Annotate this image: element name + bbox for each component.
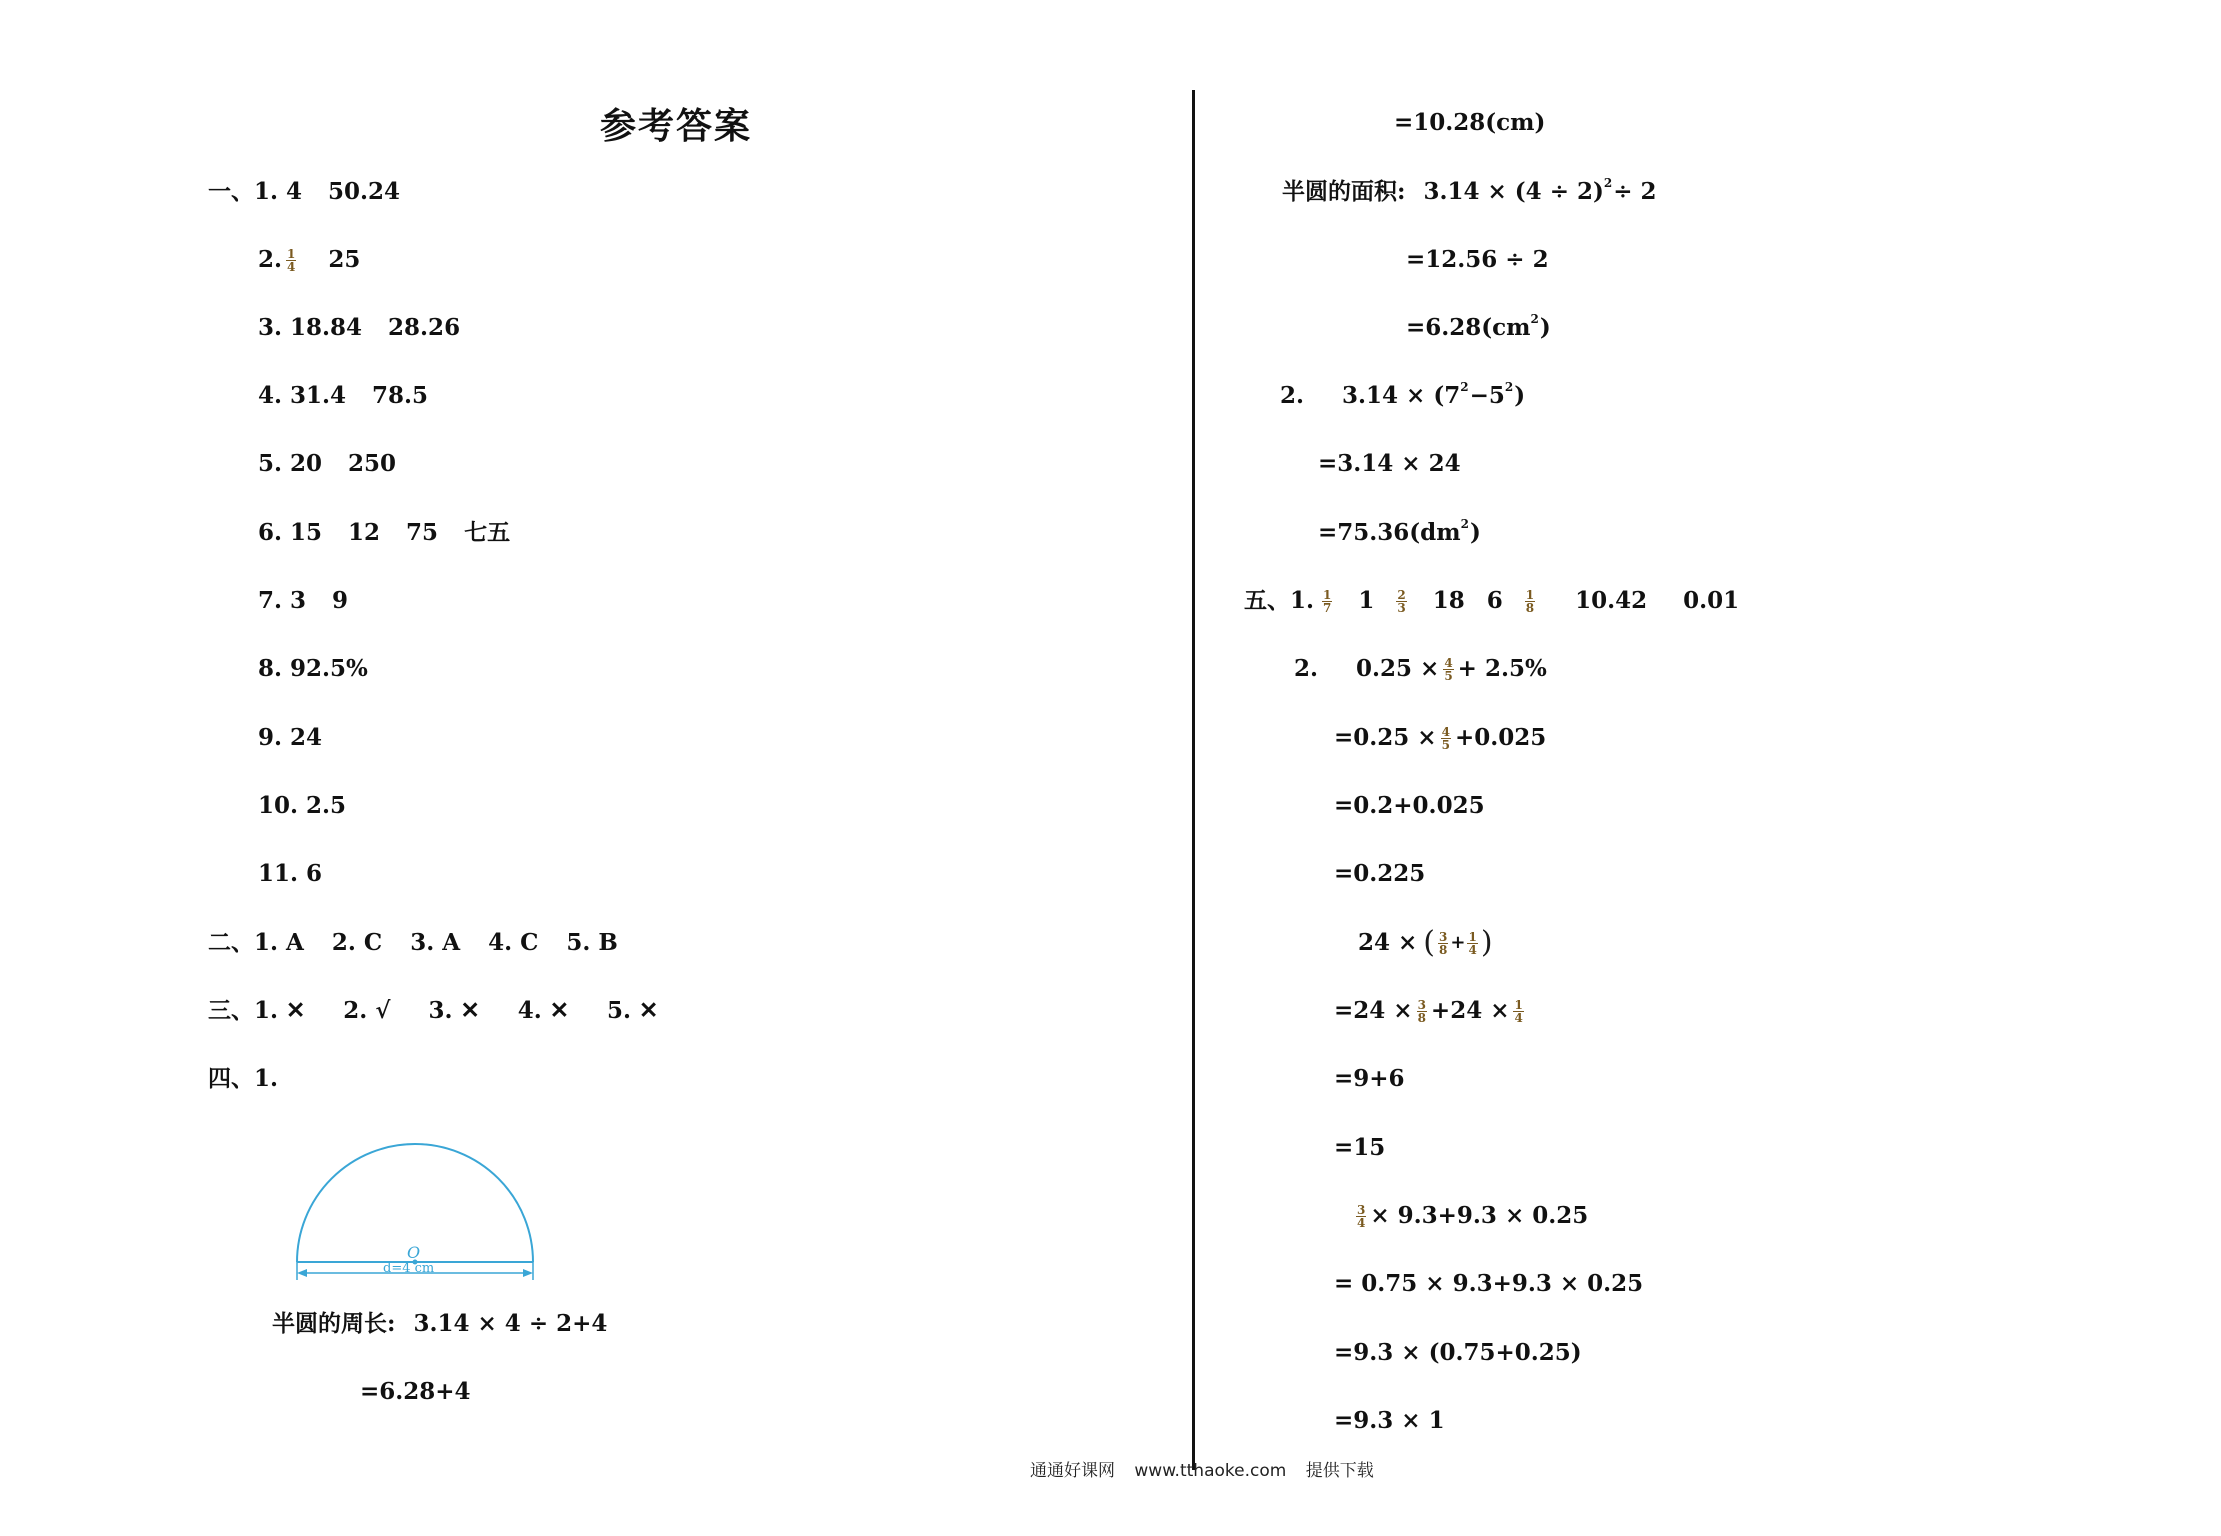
semicircle-perimeter: 半圆的周长: 3.14 × 4 ÷ 2+4	[272, 1310, 608, 1337]
answer-1-7: 7. 3 9	[258, 587, 349, 614]
diameter-label: d=4 cm	[383, 1261, 435, 1276]
answer-1-6: 6. 15 12 75 七五	[258, 519, 511, 546]
calc-4-step-3: =9.3 × 1	[1334, 1407, 1445, 1434]
center-label: O	[407, 1243, 421, 1262]
fraction: $\frac{1}{4}$	[1468, 929, 1477, 957]
semicircle-area: 半圆的面积: 3.14 × (4 ÷ 2) 2 ÷ 2	[1282, 176, 1657, 205]
calc-3-step-3: =15	[1334, 1134, 1386, 1161]
dimension-arrow-left	[297, 1269, 307, 1277]
footer-site-name: 通通好课网	[1030, 1461, 1115, 1481]
answer-1-2: 2. $\frac{1}{4}$ 25	[258, 246, 361, 274]
calc-2-step-2: =0.2+0.025	[1334, 792, 1485, 819]
fraction: $\frac{3}{8}$	[1417, 997, 1426, 1025]
page-footer	[1030, 1456, 1388, 1481]
calc-2: 2. 0.25 × $\frac{4}{5}$ + 2.5%	[1294, 655, 1547, 683]
answer-1-5: 5. 20 250	[258, 450, 397, 477]
fraction: $\frac{1}{8}$	[1525, 587, 1535, 615]
q2-step-1: =3.14 × 24	[1318, 450, 1461, 477]
q2-step-2: =75.36(dm 2 )	[1318, 517, 1481, 546]
answer-5-1: 五、1. $\frac{1}{7}$ 1 $\frac{2}{3}$ 18 6 $\frac{1}{8}$ 10.42 0.01	[1244, 587, 1740, 615]
answer-1-4: 4. 31.4 78.5	[258, 382, 429, 409]
answer-1-9: 9. 24	[258, 724, 323, 751]
calc-4: $\frac{3}{4}$ × 9.3+9.3 × 0.25	[1357, 1202, 1589, 1230]
fraction: $\frac{4}{5}$	[1444, 655, 1453, 683]
calc-4-step-1: = 0.75 × 9.3+9.3 × 0.25	[1334, 1270, 1644, 1297]
calc-3-step-1: =24 × $\frac{3}{8}$ +24 × $\frac{1}{4}$	[1334, 997, 1523, 1025]
calc-2-step-3: =0.225	[1334, 860, 1426, 887]
fraction: $\frac{1}{7}$	[1323, 587, 1332, 615]
fraction: $\frac{3}{4}$	[1357, 1202, 1366, 1230]
column-divider	[1192, 90, 1195, 1470]
answer-1-11: 11. 6	[258, 860, 323, 887]
answer-1-8: 8. 92.5%	[258, 655, 368, 682]
footer-site-url[interactable]: www.tthaoke.com	[1134, 1461, 1287, 1481]
calc-4-step-2: =9.3 × (0.75+0.25)	[1334, 1339, 1582, 1366]
dimension-arrow-right	[523, 1269, 533, 1277]
fraction: $\frac{1}{4}$	[287, 246, 296, 274]
answer-3: 三、1. ✕ 2. √ 3. ✕ 4. ✕ 5. ✕	[208, 997, 659, 1024]
calc-2-step-1: =0.25 × $\frac{4}{5}$ +0.025	[1334, 724, 1547, 752]
answer-1-3: 3. 18.84 28.26	[258, 314, 461, 341]
answer-1-1: 一、1. 4 50.24	[208, 178, 401, 205]
calc-3-step-2: =9+6	[1334, 1065, 1405, 1092]
semicircle-diagram	[285, 1120, 555, 1280]
perimeter-result: =10.28(cm)	[1394, 109, 1546, 136]
area-step-2: =6.28(cm 2 )	[1406, 312, 1551, 341]
fraction: $\frac{2}{3}$	[1397, 587, 1406, 615]
answer-1-10: 10. 2.5	[258, 792, 347, 819]
footer-site-note: 提供下载	[1305, 1461, 1374, 1481]
area-step-1: =12.56 ÷ 2	[1406, 246, 1549, 273]
answer-4-label: 四、1.	[208, 1065, 279, 1092]
answer-2: 二、1. A 2. C 3. A 4. C 5. B	[208, 929, 618, 956]
page-title: 参考答案	[600, 105, 753, 147]
fraction: $\frac{4}{5}$	[1441, 724, 1450, 752]
fraction: $\frac{3}{8}$	[1439, 929, 1448, 957]
calc-3: 24 × ( $\frac{3}{8}$ + $\frac{1}{4}$ )	[1358, 925, 1493, 960]
perimeter-step-1: =6.28+4	[360, 1378, 471, 1405]
fraction: $\frac{1}{4}$	[1514, 997, 1523, 1025]
answer-4-2: 2. 3.14 × (7 2 −5 2 )	[1280, 380, 1526, 409]
